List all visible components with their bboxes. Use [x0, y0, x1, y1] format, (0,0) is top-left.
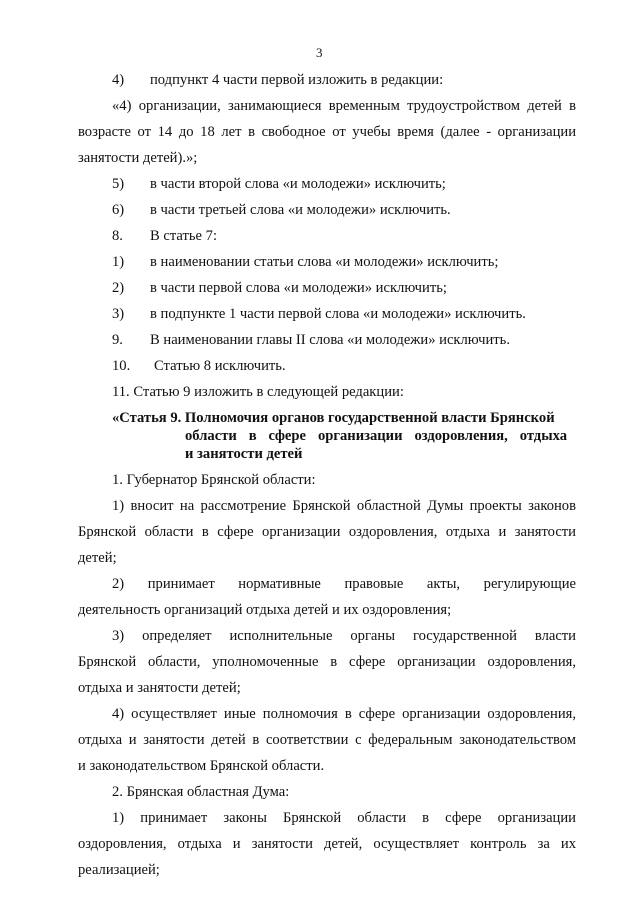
article-title-line-3: и занятости детей: [185, 446, 303, 462]
section-9-number: 9.: [112, 332, 123, 348]
section-11-text: 11. Статью 9 изложить в следующей редакции:: [112, 384, 404, 400]
section-9-text: В наименовании главы II слова «и молодежи» исключить.: [150, 332, 510, 348]
governor-power-1-line-3: детей;: [78, 550, 117, 566]
page-number: 3: [316, 45, 323, 60]
duma-power-1-line-2: оздоровления, отдыха и занятости детей, осуществляет контроль за их: [78, 836, 576, 852]
governor-power-3-line-2: Брянской области, уполномоченные в сфере организации оздоровления,: [78, 654, 576, 670]
article-title-line-2: области в сфере организации оздоровления, отдыха: [185, 428, 567, 444]
governor-power-1-line-1: 1) вносит на рассмотрение Брянской областной Думы проекты законов: [112, 498, 576, 514]
section-8-text: В статье 7:: [150, 228, 218, 244]
governor-power-3-line-1: 3) определяет исполнительные органы государственной власти: [112, 628, 576, 644]
governor-power-2-line-2: деятельность организаций отдыха детей и их оздоровления;: [78, 602, 452, 618]
item-4-quote-line-3: занятости детей).»;: [78, 150, 198, 166]
governor-power-4-line-3: и законодательством Брянской области.: [78, 758, 325, 774]
governor-power-3-line-3: отдыха и занятости детей;: [78, 680, 241, 696]
item-4-number: 4): [112, 72, 125, 88]
item-4-quote-line-1: «4) организации, занимающиеся временным трудоустройством детей в: [112, 98, 576, 114]
section-8-item-2-number: 2): [112, 280, 125, 296]
governor-power-2-line-1: 2) принимает нормативные правовые акты, регулирующие: [112, 576, 576, 592]
section-8-item-1-number: 1): [112, 254, 125, 270]
article-title-line-1: «Статья 9. Полномочия органов государственной власти Брянской: [112, 410, 555, 426]
item-5-text: в части второй слова «и молодежи» исключить;: [150, 176, 446, 192]
item-4-quote-line-2: возрасте от 14 до 18 лет в свободное от учебы время (далее - организации: [78, 124, 576, 140]
item-6-number: 6): [112, 202, 125, 218]
section-8-item-1-text: в наименовании статьи слова «и молодежи» исключить;: [150, 254, 499, 270]
duma-power-1-line-3: реализацией;: [78, 862, 160, 878]
section-8-item-3-text: в подпункте 1 части первой слова «и молодежи» исключить.: [150, 306, 526, 322]
item-5-number: 5): [112, 176, 125, 192]
duma-power-1-line-1: 1) принимает законы Брянской области в сфере организации: [112, 810, 576, 826]
governor-power-1-line-2: Брянской области в сфере организации оздоровления, отдыха и занятости: [78, 524, 576, 540]
section-10-text: Статью 8 исключить.: [154, 358, 286, 374]
section-10-number: 10.: [112, 358, 131, 374]
section-8-item-3-number: 3): [112, 306, 125, 322]
governor-power-4-line-1: 4) осуществляет иные полномочия в сфере организации оздоровления,: [112, 706, 576, 722]
governor-heading: 1. Губернатор Брянской области:: [112, 472, 316, 488]
governor-power-4-line-2: отдыха и занятости детей в соответствии с федеральным законодательством: [78, 732, 576, 748]
section-8-item-2-text: в части первой слова «и молодежи» исключить;: [150, 280, 447, 296]
duma-heading: 2. Брянская областная Дума:: [112, 784, 290, 800]
item-6-text: в части третьей слова «и молодежи» исключить.: [150, 202, 451, 218]
section-8-number: 8.: [112, 228, 123, 244]
item-4-text: подпункт 4 части первой изложить в редакции:: [150, 72, 444, 88]
